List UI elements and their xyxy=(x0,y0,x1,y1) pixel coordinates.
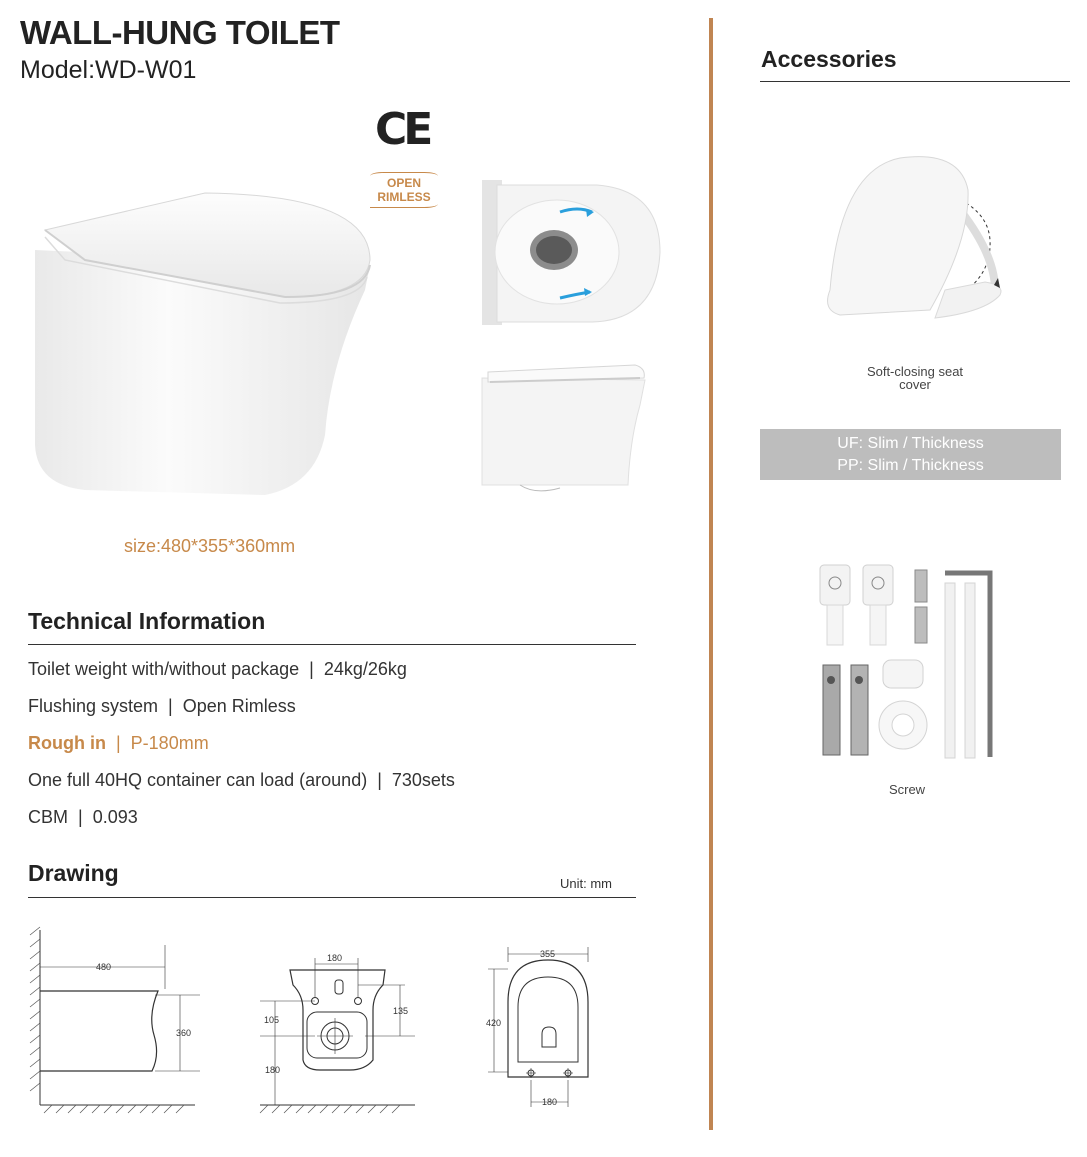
technical-heading: Technical Information xyxy=(28,608,266,634)
toilet-main-image xyxy=(25,185,385,515)
tech-label: Rough in xyxy=(28,733,106,753)
tech-row-container xyxy=(28,770,455,791)
tech-value: 24kg/26kg xyxy=(323,659,407,679)
seat-options-box xyxy=(760,429,1061,480)
tech-sep: | xyxy=(168,696,173,716)
tech-sep: | xyxy=(115,733,121,753)
tech-value: 0.093 xyxy=(92,807,138,827)
page-title: WALL-HUNG TOILET xyxy=(20,14,340,51)
tech-row-flushing xyxy=(28,696,296,717)
dim-side-width: 480 xyxy=(96,962,112,972)
tech-value: Open Rimless xyxy=(182,696,296,716)
tech-value: P-180mm xyxy=(130,733,209,753)
tech-label: Flushing system xyxy=(28,696,159,716)
dim-front-right: 135 xyxy=(393,1006,409,1016)
dim-side-height: 360 xyxy=(176,1028,192,1038)
screw-kit-image xyxy=(815,565,1000,760)
tech-row-weight xyxy=(28,659,407,680)
seat-caption-line-1: Soft-closing seat xyxy=(866,364,964,379)
toilet-side-view-image xyxy=(480,360,648,500)
seat-option-uf: UF: Slim / Thickness xyxy=(837,435,984,452)
drawing-top-plan xyxy=(483,942,613,1112)
accessories-rule xyxy=(760,81,1070,82)
tech-sep: | xyxy=(78,807,83,827)
seat-caption-line-2: cover xyxy=(899,377,931,392)
tech-sep: | xyxy=(309,659,314,679)
dim-top-length: 420 xyxy=(486,1018,502,1028)
ce-mark: CE xyxy=(375,104,430,155)
dim-front-top: 180 xyxy=(327,953,343,963)
badge-line-2: RIMLESS xyxy=(377,190,431,204)
dim-front-bottom: 180 xyxy=(265,1065,281,1075)
drawing-side-elevation xyxy=(30,925,205,1115)
product-size: size:480*355*360mm xyxy=(124,536,296,556)
model-number: Model:WD-W01 xyxy=(20,56,197,84)
dim-front-left: 105 xyxy=(264,1015,280,1025)
tech-label: One full 40HQ container can load (around) xyxy=(28,770,368,790)
accessories-heading: Accessories xyxy=(761,46,897,72)
drawing-heading: Drawing xyxy=(28,860,119,886)
drawing-back-view xyxy=(255,950,420,1115)
drawing-unit: Unit: mm xyxy=(560,876,612,891)
seat-option-pp: PP: Slim / Thickness xyxy=(837,457,984,474)
seat-cover-image xyxy=(810,150,1020,330)
seat-cover-caption xyxy=(850,364,980,392)
tech-value: 730sets xyxy=(391,770,455,790)
badge-line-1: OPEN xyxy=(386,176,421,190)
tech-sep: | xyxy=(377,770,382,790)
column-divider xyxy=(709,18,713,1130)
dim-top-width: 355 xyxy=(540,949,556,959)
toilet-top-view-image xyxy=(482,180,662,325)
screw-caption: Screw xyxy=(888,782,926,797)
technical-rule xyxy=(28,644,636,645)
tech-row-cbm xyxy=(28,807,138,828)
tech-row-rough-in xyxy=(28,733,209,754)
tech-label: CBM xyxy=(28,807,68,827)
dim-top-bottom: 180 xyxy=(542,1097,558,1107)
tech-label: Toilet weight with/without package xyxy=(28,659,300,679)
drawing-rule xyxy=(28,897,636,898)
